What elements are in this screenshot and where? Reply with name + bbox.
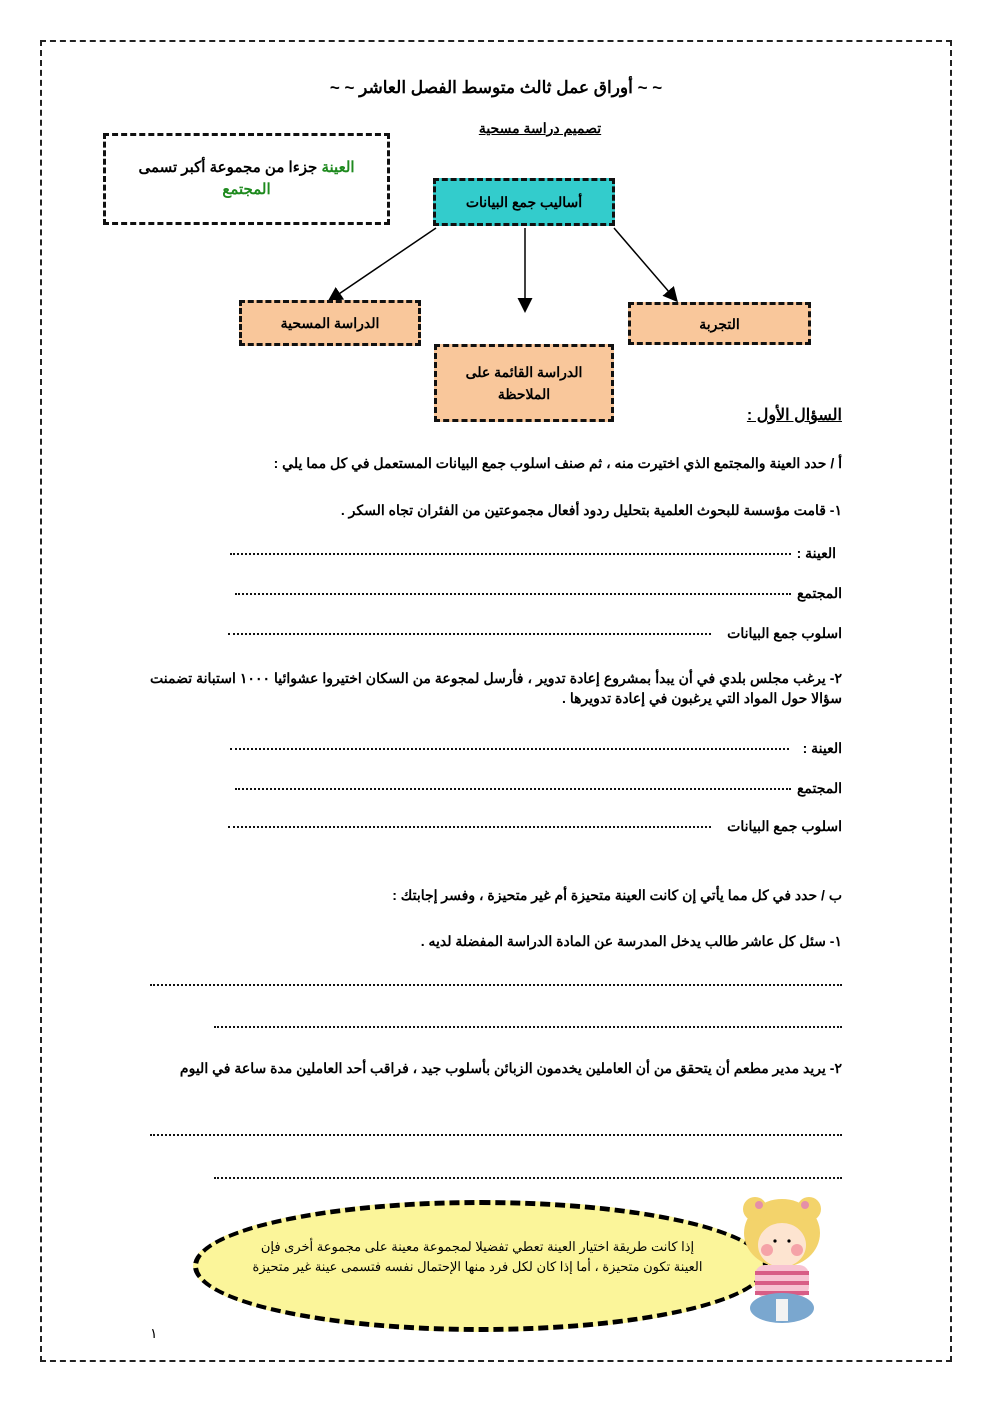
- diagram-root-data-collection-methods: أساليب جمع البيانات: [433, 178, 615, 226]
- answer-field-sample-1[interactable]: العينة :: [230, 545, 842, 562]
- answer-field-method-2[interactable]: اسلوب جمع البيانات: [228, 818, 842, 835]
- diagram-node-experiment: التجربة: [628, 302, 811, 345]
- answer-field-population-1[interactable]: المجتمع: [235, 585, 842, 602]
- note-text: إذا كانت طريقة اختيار العينة تعطي تفضيلا لمجموعة معينة على مجموعة أخرى فإن العينة تكون متحيزة ، أما إذا كان لكل فرد منها الإحتمال نفسه فتسمى عينة غير متحيزة: [252, 1239, 703, 1274]
- answer-field-population-2[interactable]: المجتمع: [235, 780, 842, 797]
- part-a-item-2: ٢- يرغب مجلس بلدي في أن يبدأ بمشروع إعادة تدوير ، فأرسل لمجوعة من السكان اختيروا عشوائيا ١٠٠٠ استبانة تضمنت سؤالا حول المواد التي يرغبون في إعادة تدويرها .: [150, 670, 842, 706]
- part-a-item-1: ١- قامت مؤسسة للبحوث العلمية بتحليل ردود أفعال مجموعتين من الفئران تجاه السكر .: [340, 502, 842, 518]
- section-subtitle: تصميم دراسة مسحية: [478, 120, 602, 136]
- arrow-right: [614, 228, 676, 300]
- answer-dots[interactable]: [230, 748, 789, 750]
- question-one-heading: السؤال الأول :: [746, 407, 842, 424]
- worksheet-title: ~ ~ أوراق عمل ثالث متوسط الفصل العاشر ~ ~: [329, 78, 663, 97]
- term-sample: العينة: [321, 159, 355, 176]
- part-b-item-2: ٢- يريد مدير مطعم أن يتحقق من أن العاملين يخدمون الزبائن بأسلوب جيد ، فراقب أحد العاملين مدة ساعة في اليوم: [179, 1060, 842, 1076]
- answer-line-b1-1[interactable]: [150, 984, 842, 986]
- answer-field-sample-2[interactable]: العينة :: [230, 740, 842, 757]
- part-b-item-1: ١- سئل كل عاشر طالب يدخل المدرسة عن المادة الدراسة المفضلة لديه .: [420, 933, 842, 949]
- answer-dots[interactable]: [235, 593, 791, 595]
- answer-dots[interactable]: [230, 553, 791, 555]
- part-a-prompt: أ / حدد العينة والمجتمع الذي اختيرت منه ، ثم صنف اسلوب جمع البيانات المستعمل في كل مما يلي :: [273, 455, 842, 471]
- definition-text: جزءا من مجموعة أكبر تسمى: [138, 159, 322, 176]
- answer-line-b2-1[interactable]: [150, 1134, 842, 1136]
- answer-dots[interactable]: [228, 826, 711, 828]
- diagram-node-observational-study: الدراسة القائمة على الملاحظة: [434, 344, 614, 422]
- answer-dots[interactable]: [228, 633, 711, 635]
- arrow-left: [330, 228, 436, 300]
- answer-line-b1-2[interactable]: [214, 1026, 842, 1028]
- part-b-prompt: ب / حدد في كل مما يأتي إن كانت العينة متحيزة أم غير متحيزة ، وفسر إجابتك :: [392, 887, 842, 903]
- term-population: المجتمع: [222, 181, 271, 198]
- answer-field-method-1[interactable]: اسلوب جمع البيانات: [228, 625, 842, 642]
- diagram-node-survey-study: الدراسة المسحية: [239, 300, 421, 346]
- answer-line-b2-2[interactable]: [214, 1177, 842, 1179]
- girl-illustration-icon: [737, 1195, 827, 1325]
- answer-dots[interactable]: [235, 788, 791, 790]
- page-number: ١: [150, 1325, 158, 1341]
